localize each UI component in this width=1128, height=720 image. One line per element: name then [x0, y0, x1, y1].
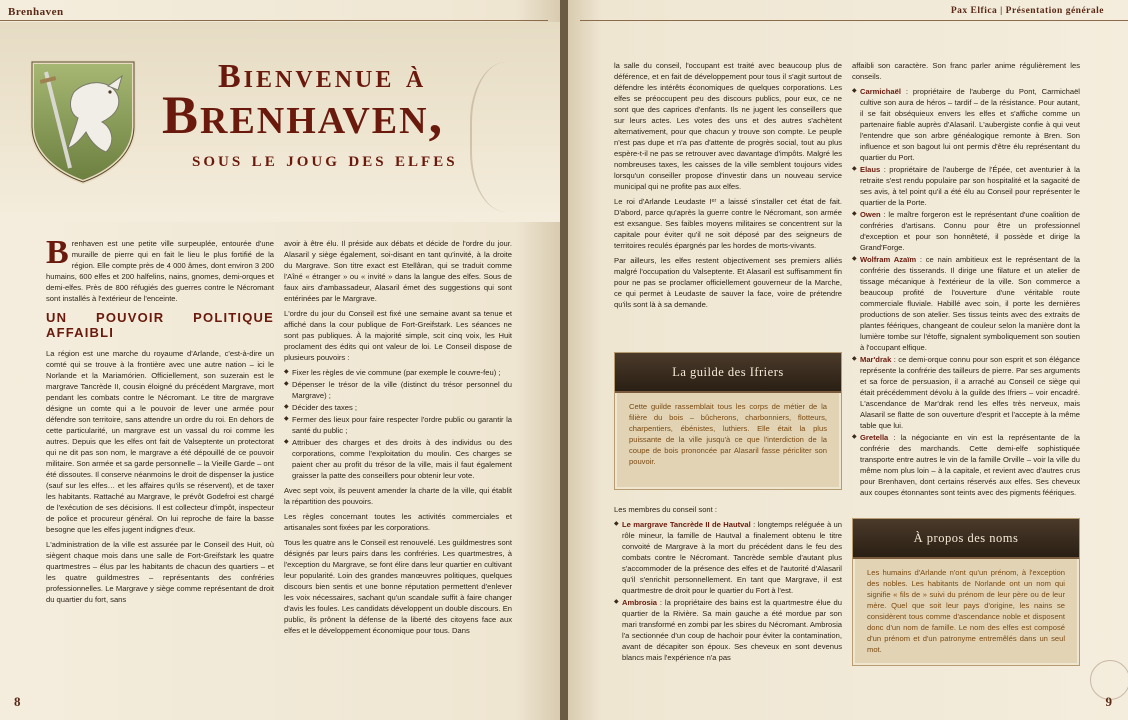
left-page-column-1 — [46, 234, 274, 609]
list-item: ◆ Ambrosia : la propriétaire des bains est la quartmestre élue du quartier de la Rivière. Sa main gauche a été mordue par son mari transformé en zombi par les sbires du Nécromant. Ambrosia l'a sectionnée d'un coup de hachoir pour éviter la contamination, avant de décapiter son époux. Ses cheveux en sont devenus blancs mais l'expérience n'a pas — [614, 597, 842, 663]
dropcap: B — [46, 234, 69, 271]
list-item: ◆ Fixer les règles de vie commune (par exemple le couvre-feu) ; — [284, 367, 512, 378]
banner-ornament — [470, 62, 560, 212]
list-item: ◆ Elaus : propriétaire de l'auberge de l'Épée, cet aventurier à la retraite s'est rendu populaire par son hospitalité et la sagacité de ses avis, à tel point qu'il a été élu au Conseil pour représenter le quartier de la Porte. — [852, 164, 1080, 208]
council-members-list-continued — [852, 86, 1080, 498]
left-header-rule — [0, 20, 548, 21]
list-item: ◆ Carmichaël : propriétaire de l'auberge du Pont, Carmichaël cultive son aura de héros – tardif – de la résistance. Pour autant, il se fait obséquieux envers les elfes et s'affiche comme un partenaire fiable auprès d'Alasaril. L'aubergiste confie à qui veut l'entendre que son arbre généalogique remonte à Bren. Son influence et son bagout lui ont permis d'être élu représentant du quartier du Port. — [852, 86, 1080, 163]
right-header-rule — [580, 20, 1128, 21]
title-line-3: sous le joug des elfes — [192, 146, 458, 171]
paragraph: L'administration de la ville est assurée par le Conseil des Huit, où siègent chaque mois dans une salle de Fort-Greifstark les quatre quartmestres – élus par les habitants de chacun des quartiers – et les quatre guildmestres – représentants des confréries professionnelles. Le Margrave y siège comme représentant de droit du quartier du fort, sans — [46, 540, 274, 604]
list-item: ◆ Décider des taxes ; — [284, 402, 512, 413]
paragraph: L'ordre du jour du Conseil est fixé une semaine avant sa tenue et affiché dans la cour publique de Fort-Greifstark. Les séances ne sont pas publiques. À la majorité simple, scit cinq voix, les Huit proclament des édits qui ont valeur de loi. Le Conseil dispose de plusieurs pouvoirs : — [284, 309, 512, 362]
council-members-list — [614, 519, 842, 663]
page-number-right: 9 — [1105, 694, 1112, 709]
paragraph: Les règles concernant toutes les activités commerciales et artisanales sont fixées par les corporations. — [284, 512, 512, 532]
left-running-header: Brenhaven — [8, 6, 64, 18]
paragraph: la salle du conseil, l'occupant est traité avec beaucoup plus de déférence, et en fait de développement pour tous il s'agit surtout de défendre les intérêts économiques de quelques corporations. Les elfes se préoccupent peu des discours publics, pour eux, ce ne sont que des caprices d'enfants. Ils ne jugent les conseillers que sur leurs actes. Les votes des uns et des autres s'achètent alternativement, pour que chacun y trouve son compte. Le peuple n'est pas dupe et n'a pas d'attente de progrès social, tout au plus espère-t-il ne pas se retrouver avec davantage d'impôts. Malgré les nombreuses taxes, les caisses de la ville semblent toujours vides lorsqu'un conseiller propose d'investir dans un nouveau service municipal qui ne profite pas aux elfes. — [614, 61, 842, 191]
paragraph: Avec sept voix, ils peuvent amender la charte de la ville, qui établit la répartition des pouvoirs. — [284, 486, 512, 506]
names-sidebar-box — [852, 518, 1080, 666]
paragraph: Tous les quatre ans le Conseil est renouvelé. Les guildmestres sont désignés par leurs pairs dans les confréries. Les quartmestres, à l'exception du Margrave, se font élire dans leur quartier en cultivant leur popularité. Loin des grandes manœuvres politiques, quelques discours bien sentis et une bonne réputation permettent d'enlever les voix nécessaires, sachant qu'un scandale suffit à faire changer d'avis les foules. Les candidats développent un double discours. En public, ils prônent la défense de la liberté des citoyens face aux elfes et le développement économique pour tous. Dans — [284, 538, 512, 635]
guild-box-title: La guilde des Ifriers — [615, 353, 841, 393]
members-intro: Les membres du conseil sont : — [614, 505, 717, 514]
list-item: ◆ Gretella : la négociante en vin est la représentante de la confrérie des marchands. Cette demi-elfe sophistiquée transporte entre autres le vin de la famille Orville – voir la ville du même nom plus loin – à la capitale, et revient avec d'autres crus pour Brenhaven, dont certains réservés aux elfes. Ses cheveux aux coupes étonnantes sont teints avec des pigments féériques. — [852, 432, 1080, 498]
paragraph: La région est une marche du royaume d'Arlande, c'est-à-dire un comté qui se trouve à la frontière avec une autre nation – ici le Norlande et la Mariamórien. Officiellement, son suzerain est le margrave Tancrède II, cousin éloigné du précédent Margrave, mort pendant les combats contre le Nécromant. Le titre de margrave désigne un comte qui a le pouvoir de lever une armée pour défendre son territoire, sans attendre un ordre du roi. En dehors de cette particularité, un margrave est un vassal du roi comme les autres. Depuis que les elfes ont fait de Valseptente un protectorat qui ne dit pas son nom, le margrave a été dépouillé de ce pouvoir militaire. Son armée et sa garde personnelle – la Vieille Garde – ont été dissoutes. Il conserve néanmoins le droit de dispenser la justice (sauf sur les elfes… et les affaires qu'ils se réservent), et de taxer les habitants. Rattaché au Margrave, le prévôt Godefroi est chargé de l'exécution de ses décisions. Il est collecteur d'impôt, inspecteur de police et procureur général. On lui reproche de faire la basse besogne que les elfes jugent indignes d'eux. — [46, 349, 274, 534]
list-item: ◆ Dépenser le trésor de la ville (distinct du trésor personnel du Margrave) ; — [284, 379, 512, 401]
names-box-text: Les humains d'Arlande n'ont qu'un prénom, à l'exception des nobles. Les habitants de Norlande ont un nom qui signifie « fils de » suivi du prénom de leur père ou de leur mère. Quel que soit leur pays d'origine, les nains se considèrent tous comme d'ascendance noble et disposent donc d'un nom de famille. Le nom des elfes est composé d'un prénom et d'un patronyme entremêlés dans un seul mot. — [867, 568, 1065, 654]
list-item: ◆ Fermer des lieux pour faire respecter l'ordre public ou garantir la santé du public ; — [284, 414, 512, 436]
title-line-1: Bienvenue à — [218, 58, 427, 95]
right-running-header: Pax Elfica | Présentation générale — [950, 6, 1104, 16]
guild-sidebar-box — [614, 352, 842, 490]
page-number-left: 8 — [14, 694, 21, 709]
left-page — [0, 0, 560, 720]
griffin-shield-icon — [26, 56, 140, 186]
paragraph: affaibli son caractère. Son franc parler anime régulièrement les conseils. — [852, 61, 1080, 81]
title-line-2: Brenhaven, — [162, 85, 445, 145]
guild-box-text: Cette guilde rassemblait tous les corps de métier de la filière du bois – bûcherons, charbonniers, flotteurs, charpentiers, ébénistes, luthiers. Elle était la plus puissante de la ville jusqu'à ce que l'interdiction de la coupe de bois prononcée par Alasaril fasse péricliter son pouvoir. — [629, 402, 827, 466]
list-item: ◆ Mar'drak : ce demi-orque connu pour son esprit et son élégance représente la confrérie des tailleurs de pierre. Par ses arguments et sa force de persuasion, il a arraché au Conseil ce siège qui était précédemment dévolu à la guilde des Ifriers – voir encadré. L'ascendance de Mar'drak rend les elfes très nerveux, mais Alasaril se flatte de son ouverture d'esprit et l'accepte à la même table que lui. — [852, 354, 1080, 431]
list-item: ◆ Attribuer des charges et des droits à des individus ou des corporations, comme l'exploitation du moulin. Ces charges se paient cher au profit du trésor de la ville, mais il faut également graisser la patte des conseillers pour obtenir leur vote. — [284, 437, 512, 481]
right-page-column-2 — [852, 60, 1080, 502]
council-powers-list — [284, 367, 512, 481]
left-page-column-2 — [284, 238, 512, 640]
list-item: ◆ Wolfram Azaïm : ce nain ambitieux est le représentant de la confrérie des tisserands. Il dirige une filature et un atelier de tissage mécanique à l'extérieur de la ville. Son commerce a beaucoup profité de l'ouverture d'une véritable route commerciale fluviale. Habillé avec soin, il porte les dernières productions de son atelier. Ses tissus teints avec des extraits de plantes féériques, changeant de couleur selon la manière dont la lumière tombe sur l'étoffe, signalent symboliquement son soutien à l'occupant elfique. — [852, 254, 1080, 353]
list-item: ◆ Le margrave Tancrède II de Hautval : longtemps reléguée à un rôle mineur, la famille de Hautval a finalement obtenu le titre convoité de Margrave à la mort du précédent dans le feu des combats contre le Nécromant. Tancrède semble d'autant plus s'accommoder de la présence des elfes et de l'autorité d'Alasaril qu'il s'enrichit personnellement. En tant que Margrave, il est quartmestre de droit pour le quartier du Fort à l'est. — [614, 519, 842, 596]
right-page-column-1 — [614, 60, 842, 314]
paragraph: Par ailleurs, les elfes restent objectivement ses premiers alliés malgré l'occupation du Valseptente. Et Alasaril est suffisamment fin pour ne pas se proclamer officiellement gouverneur de la Marche, ce qui permet à Leudaste de sauver la face, voire de prétendre qu'ils sont là à sa demande. — [614, 256, 842, 309]
list-item: ◆ Owen : le maître forgeron est le représentant d'une coalition de confréries d'artisans. Connu pour être un professionnel d'exception et pour son honnêteté, il possède et dirige la Grand'Forge. — [852, 209, 1080, 253]
section-title: UN POUVOIR POLITIQUE AFFAIBLI — [46, 310, 274, 340]
intro-paragraph: Brenhaven est une petite ville surpeuplée, entourée d'une muraille de pierre qui en fait le lieu le plus fortifié de la région. Elle compte près de 4 000 âmes, dont environ 3 200 humains, 600 elfes et 200 halfelins, nains, gnomes, demi-orques et demi-elfes. Près de 800 réfugiés des guerres contre le Nécromant sont installés à l'extérieur de l'enceinte. — [46, 234, 274, 303]
paragraph: Le roi d'Arlande Leudaste Iᵉʳ a laissé s'installer cet état de fait. D'abord, parce qu'après la guerre contre le Nécromant, son armée est exsangue. Ses faibles moyens militaires se concentrent sur la capitale pour éviter qu'il ne soit déposé par des seigneurs de territoires reculés épargnés par les hordes de morts-vivants. — [614, 197, 842, 250]
names-box-title: À propos des noms — [853, 519, 1079, 559]
paragraph: avoir à être élu. Il préside aux débats et décide de l'ordre du jour. Alasaril y siège également, soi-disant en tant qu'invité, à la droite du Margrave. Son titre exact est Etellâran, qui se traduit comme l'Aîné « étranger » ou « invité » dans la langue des elfes. Sous de faux airs d'ambassadeur, Alasaril émet des suggestions qui sont entérinées par le Margrave. — [284, 239, 512, 303]
book-gutter — [560, 0, 568, 720]
council-members-column — [614, 504, 842, 667]
right-page — [568, 0, 1128, 720]
